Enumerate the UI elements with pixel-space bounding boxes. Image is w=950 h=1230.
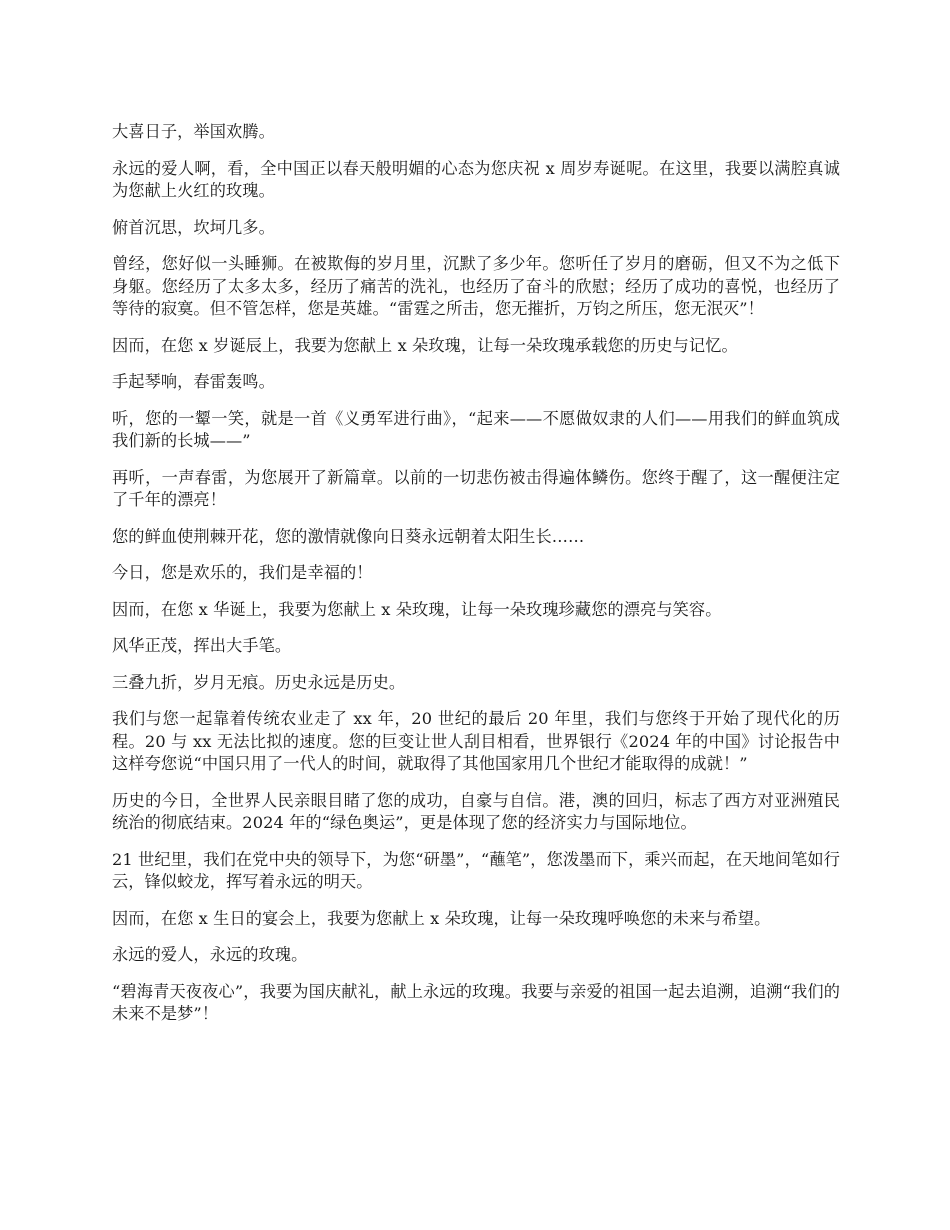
paragraph: 俯首沉思，坎坷几多。 [112,217,275,237]
paragraph: 因而，在您 x 生日的宴会上，我要为您献上 x 朵玫瑰，让每一朵玫瑰呼唤您的未来与希望。 [112,908,771,928]
paragraph: 永远的爱人，永远的玫瑰。 [112,945,308,964]
paragraph: 再听，一声春雷，为您展开了新篇章。以前的一切悲伤被击得遍体鳞伤。您终于醒了，这一醒便注定了千年的漂亮！ [112,467,840,509]
paragraph: 三叠九折，岁月无痕。历史永远是历史。 [112,672,406,692]
paragraph: “碧海青天夜夜心”，我要为国庆献礼，献上永远的玫瑰。我要与亲爱的祖国一起去追溯，追溯“我们的未来不是梦”！ [112,981,840,1023]
paragraph: 风华正茂，挥出大手笔。 [112,636,292,655]
paragraph: 今日，您是欢乐的，我们是幸福的！ [112,563,373,582]
paragraph: 历史的今日，全世界人民亲眼目睹了您的成功，自豪与自信。港，澳的回归，标志了西方对亚洲殖民统治的彻底结束。2024 年的“绿色奥运”，更是体现了您的经济实力与国际地位。 [112,790,840,832]
paragraph: 大喜日子，举国欢腾。 [112,122,275,141]
paragraph: 手起琴响，春雷轰鸣。 [112,372,275,391]
paragraph: 听，您的一颦一笑，就是一首《义勇军进行曲》，“起来——不愿做奴隶的人们——用我们的鲜血筑成我们新的长城——” [112,408,840,450]
paragraph: 因而，在您 x 岁诞辰上，我要为您献上 x 朵玫瑰，让每一朵玫瑰承载您的历史与记忆。 [112,335,738,355]
paragraph: 您的鲜血使荆棘开花，您的激情就像向日葵永远朝着太阳生长…… [112,526,585,546]
document-body [112,121,840,1026]
paragraph: 21 世纪里，我们在党中央的领导下，为您“研墨”，“蘸笔”，您泼墨而下，乘兴而起，在天地间笔如行云，锋似蛟龙，挥写着永远的明天。 [112,849,840,891]
paragraph: 曾经，您好似一头睡狮。在被欺侮的岁月里，沉默了多少年。您听任了岁月的磨砺，但又不为之低下身躯。您经历了太多太多，经历了痛苦的洗礼，也经历了奋斗的欣慰；经历了成功的喜悦，也经历了等待的寂寞。但不管怎样，您是英雄。“雷霆之所击，您无摧折，万钧之所压，您无泯灭”！ [112,254,840,318]
paragraph: 永远的爱人啊，看，全中国正以春天般明媚的心态为您庆祝 x 周岁寿诞呢。在这里，我要以满腔真诚为您献上火红的玫瑰。 [112,158,840,200]
paragraph: 因而，在您 x 华诞上，我要为您献上 x 朵玫瑰，让每一朵玫瑰珍藏您的漂亮与笑容。 [112,599,722,619]
paragraph: 我们与您一起靠着传统农业走了 xx 年，20 世纪的最后 20 年里，我们与您终于开始了现代化的历程。20 与 xx 无法比拟的速度。您的巨变让世人刮目相看，世界银行《2024 年的中国》讨论报告中这样夸您说“中国只用了一代人的时间，就取得了其他国家用几个世纪才能取得的成就！” [112,709,840,773]
